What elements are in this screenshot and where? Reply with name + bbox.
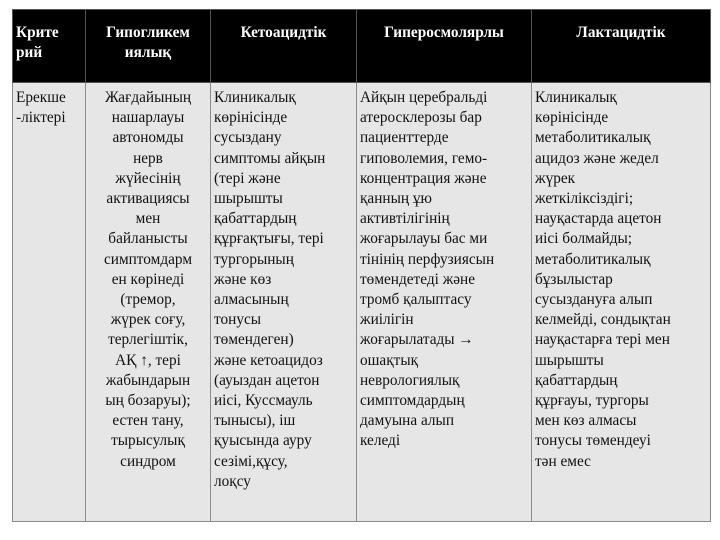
table-row	[13, 83, 711, 522]
row-hypoglycemic-cell: Жағдайының нашарлауы автономды нерв жүйесінің активациясы мен байланысты симптомдарм ен көрінеді (тремор, жүрек соғу, терлегіштік, АҚ ↑, тері жабындарын ың бозаруы); естен тану, тырысулық синдром	[86, 83, 211, 522]
header-ketoacidotic: Кетоацидтік	[211, 10, 357, 83]
header-lactacidotic: Лактацидтік	[532, 10, 711, 83]
table-header-row	[13, 10, 711, 83]
row-ketoacidotic-cell: Клиникалық көрінісінде сусыздану симптомы айқын (тері және шырышты қабаттардың құрғақтығы, тері тургорының және көз алмасының тонусы төмендеген) және кетоацидоз (ауыздан ацетон иісі, Куссмауль тынысы), іш қуысында ауру сезімі,құсу, лоқсу	[211, 83, 357, 522]
row-lactacidotic-cell: Клиникалық көрінісінде метаболитикалық ацидоз және жедел жүрек жеткіліксіздігі; науқастарда ацетон иісі болмайды; метаболитикалық бұзылыстар сусыздануға алып келмейді, сондықтан науқастарға тері мен шырышты қабаттардың құрғауы, тургоры мен көз алмасы тонусы төмендеуі тән емес	[532, 83, 711, 522]
row-hyperosmolar-cell: Айқын церебральді атеросклерозы бар пациенттерде гиповолемия, гемо- концентрация және қанның ұю активтілігінің жоғарылауы бас ми тінінің перфузиясын төмендетеді және тромб қалыптасу жиілігін жоғарылатады → ошақтық неврологиялық симптомдардың дамуына алып келеді	[357, 83, 532, 522]
header-criterion: Крите рий	[13, 10, 86, 83]
header-hypoglycemic: Гипогликем иялық	[86, 10, 211, 83]
table-container	[12, 9, 710, 522]
row-criterion-cell: Ерекше -ліктері	[13, 83, 86, 522]
comparison-table	[12, 9, 711, 522]
header-hyperosmolar: Гиперосмолярлы	[357, 10, 532, 83]
